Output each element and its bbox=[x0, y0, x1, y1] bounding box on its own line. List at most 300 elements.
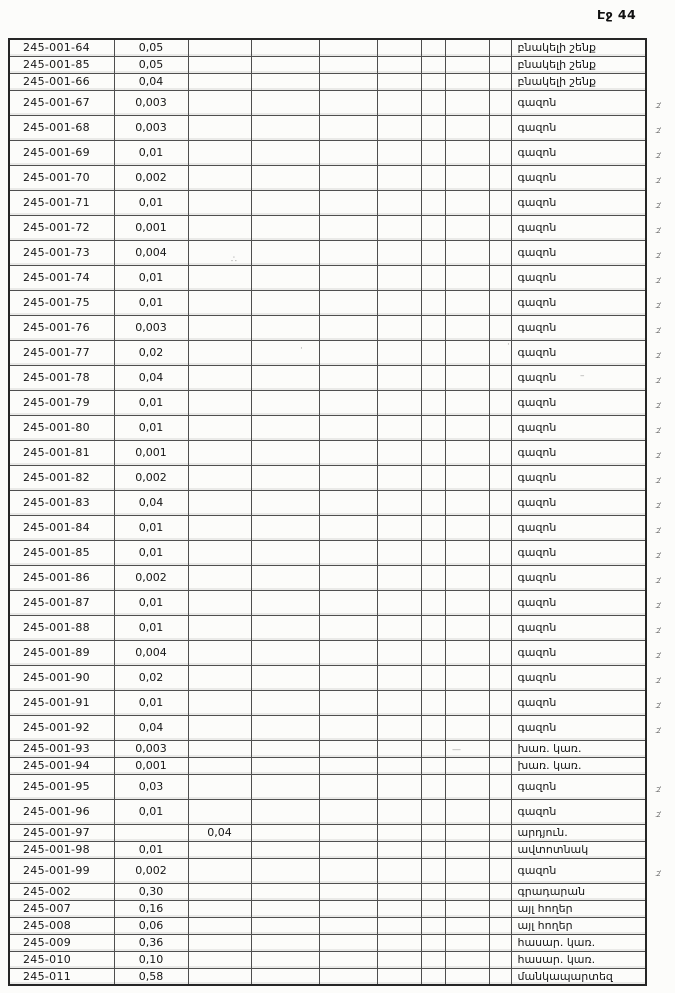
cell-area-value: 0,003 bbox=[114, 90, 188, 115]
scan-speck: · bbox=[507, 340, 510, 350]
cell-empty bbox=[319, 340, 377, 365]
table-row bbox=[9, 740, 646, 757]
table-row bbox=[9, 56, 646, 73]
cell-parcel-code: 245-001-67 bbox=[9, 90, 114, 115]
cell-empty bbox=[377, 39, 421, 56]
cell-empty bbox=[489, 515, 511, 540]
cell-empty bbox=[421, 415, 445, 440]
cell-area-value-2 bbox=[188, 90, 251, 115]
cell-empty bbox=[421, 757, 445, 774]
cell-empty bbox=[319, 858, 377, 883]
cell-area-value-2 bbox=[188, 56, 251, 73]
cell-empty bbox=[489, 934, 511, 951]
margin-cutoff-mark: .2ʹ bbox=[655, 226, 661, 235]
cell-area-value-2 bbox=[188, 715, 251, 740]
cell-area-value: 0,01 bbox=[114, 415, 188, 440]
table-row bbox=[9, 665, 646, 690]
cell-land-use: գազոն bbox=[511, 340, 646, 365]
cell-empty bbox=[377, 56, 421, 73]
cell-empty bbox=[489, 615, 511, 640]
cell-empty bbox=[421, 590, 445, 615]
table-row bbox=[9, 841, 646, 858]
cell-area-value-2 bbox=[188, 934, 251, 951]
cell-area-value-2 bbox=[188, 640, 251, 665]
cell-area-value: 0,002 bbox=[114, 858, 188, 883]
cell-empty bbox=[421, 900, 445, 917]
cell-empty bbox=[319, 665, 377, 690]
cell-empty bbox=[489, 858, 511, 883]
cell-empty bbox=[251, 465, 319, 490]
cell-empty bbox=[445, 841, 489, 858]
cell-empty bbox=[421, 824, 445, 841]
cell-empty bbox=[319, 290, 377, 315]
cell-empty bbox=[445, 900, 489, 917]
cell-area-value-2 bbox=[188, 39, 251, 56]
cell-empty bbox=[377, 799, 421, 824]
cell-empty bbox=[377, 340, 421, 365]
cell-empty bbox=[319, 115, 377, 140]
cell-empty bbox=[489, 968, 511, 985]
cell-empty bbox=[377, 665, 421, 690]
cell-empty bbox=[377, 841, 421, 858]
cell-empty bbox=[489, 740, 511, 757]
cell-empty bbox=[319, 73, 377, 90]
cell-area-value: 0,02 bbox=[114, 665, 188, 690]
cell-empty bbox=[421, 440, 445, 465]
cell-empty bbox=[319, 590, 377, 615]
cell-empty bbox=[445, 757, 489, 774]
cell-area-value-2 bbox=[188, 515, 251, 540]
cell-parcel-code: 245-001-81 bbox=[9, 440, 114, 465]
cell-area-value-2 bbox=[188, 365, 251, 390]
cell-area-value: 0,01 bbox=[114, 190, 188, 215]
scan-speck: — bbox=[452, 745, 461, 755]
cell-area-value: 0,58 bbox=[114, 968, 188, 985]
cell-empty bbox=[377, 757, 421, 774]
cell-empty bbox=[445, 215, 489, 240]
cell-empty bbox=[489, 465, 511, 490]
table-row bbox=[9, 365, 646, 390]
cell-empty bbox=[421, 215, 445, 240]
cell-empty bbox=[319, 900, 377, 917]
cell-land-use: գազոն bbox=[511, 290, 646, 315]
table-row bbox=[9, 799, 646, 824]
cell-area-value-2 bbox=[188, 565, 251, 590]
cell-empty bbox=[251, 190, 319, 215]
cell-land-use: գազոն bbox=[511, 440, 646, 465]
cell-land-use: գազոն bbox=[511, 540, 646, 565]
cell-land-use: գազոն bbox=[511, 315, 646, 340]
cell-area-value-2 bbox=[188, 917, 251, 934]
cell-land-use: արդյուն. bbox=[511, 824, 646, 841]
cell-empty bbox=[377, 774, 421, 799]
table-row bbox=[9, 440, 646, 465]
cell-empty bbox=[445, 165, 489, 190]
cell-empty bbox=[377, 515, 421, 540]
cell-empty bbox=[319, 515, 377, 540]
cell-land-use: գազոն bbox=[511, 90, 646, 115]
margin-cutoff-mark: .2ʹ bbox=[655, 301, 661, 310]
table-body bbox=[9, 39, 646, 985]
cell-empty bbox=[489, 757, 511, 774]
cell-empty bbox=[489, 900, 511, 917]
cell-area-value: 0,001 bbox=[114, 215, 188, 240]
cell-land-use: գազոն bbox=[511, 715, 646, 740]
margin-cutoff-mark: .2ʹ bbox=[655, 126, 661, 135]
cell-area-value: 0,002 bbox=[114, 565, 188, 590]
cell-land-use: բնակելի շենք bbox=[511, 56, 646, 73]
cell-empty bbox=[319, 799, 377, 824]
margin-cutoff-mark: .2ʹ bbox=[655, 551, 661, 560]
cell-area-value: 0,10 bbox=[114, 951, 188, 968]
cell-empty bbox=[251, 951, 319, 968]
cell-empty bbox=[445, 90, 489, 115]
cell-empty bbox=[421, 565, 445, 590]
table-row bbox=[9, 265, 646, 290]
cell-empty bbox=[489, 415, 511, 440]
table-row bbox=[9, 390, 646, 415]
cell-area-value: 0,004 bbox=[114, 240, 188, 265]
cell-empty bbox=[251, 390, 319, 415]
cell-area-value-2 bbox=[188, 115, 251, 140]
cell-land-use: խառ. կառ. bbox=[511, 757, 646, 774]
table-row bbox=[9, 615, 646, 640]
cell-empty bbox=[445, 39, 489, 56]
cell-empty bbox=[319, 465, 377, 490]
cell-area-value: 0,004 bbox=[114, 640, 188, 665]
cell-empty bbox=[489, 73, 511, 90]
cell-parcel-code: 245-001-85 bbox=[9, 540, 114, 565]
cell-empty bbox=[251, 565, 319, 590]
cell-empty bbox=[445, 190, 489, 215]
cell-area-value-2 bbox=[188, 465, 251, 490]
cell-empty bbox=[377, 390, 421, 415]
cell-empty bbox=[251, 165, 319, 190]
cell-area-value-2 bbox=[188, 841, 251, 858]
cell-empty bbox=[445, 640, 489, 665]
cell-parcel-code: 245-001-76 bbox=[9, 315, 114, 340]
margin-cutoff-mark: .2ʹ bbox=[655, 869, 661, 878]
cell-empty bbox=[251, 740, 319, 757]
cell-empty bbox=[421, 883, 445, 900]
table-row bbox=[9, 900, 646, 917]
cell-empty bbox=[319, 440, 377, 465]
cell-empty bbox=[421, 165, 445, 190]
cell-empty bbox=[319, 365, 377, 390]
cell-area-value-2: 0,04 bbox=[188, 824, 251, 841]
cell-parcel-code: 245-001-92 bbox=[9, 715, 114, 740]
cell-area-value-2 bbox=[188, 490, 251, 515]
cell-land-use: գազոն bbox=[511, 515, 646, 540]
cell-land-use: ավտոտնակ bbox=[511, 841, 646, 858]
cell-empty bbox=[319, 490, 377, 515]
cell-empty bbox=[251, 540, 319, 565]
cell-empty bbox=[445, 774, 489, 799]
cell-area-value: 0,01 bbox=[114, 615, 188, 640]
cell-area-value: 0,01 bbox=[114, 290, 188, 315]
cell-empty bbox=[421, 240, 445, 265]
cell-empty bbox=[319, 968, 377, 985]
cell-parcel-code: 245-001-80 bbox=[9, 415, 114, 440]
cell-empty bbox=[489, 365, 511, 390]
cell-empty bbox=[445, 565, 489, 590]
cell-empty bbox=[489, 39, 511, 56]
cell-empty bbox=[445, 917, 489, 934]
cell-empty bbox=[445, 690, 489, 715]
page-number: Էջ 44 bbox=[597, 7, 637, 22]
cell-area-value-2 bbox=[188, 315, 251, 340]
cell-empty bbox=[445, 315, 489, 340]
cell-empty bbox=[489, 440, 511, 465]
cell-area-value: 0,05 bbox=[114, 39, 188, 56]
margin-cutoff-mark: .2ʹ bbox=[655, 785, 661, 794]
cell-empty bbox=[251, 365, 319, 390]
cell-empty bbox=[489, 115, 511, 140]
table-row bbox=[9, 774, 646, 799]
cell-empty bbox=[319, 565, 377, 590]
cell-empty bbox=[377, 215, 421, 240]
cell-empty bbox=[489, 390, 511, 415]
cell-area-value: 0,04 bbox=[114, 490, 188, 515]
cell-empty bbox=[319, 690, 377, 715]
cell-empty bbox=[251, 917, 319, 934]
cell-parcel-code: 245-001-82 bbox=[9, 465, 114, 490]
table-row bbox=[9, 90, 646, 115]
cell-land-use: գազոն bbox=[511, 490, 646, 515]
cell-empty bbox=[377, 740, 421, 757]
cell-parcel-code: 245-001-86 bbox=[9, 565, 114, 590]
cell-empty bbox=[251, 56, 319, 73]
cell-empty bbox=[377, 115, 421, 140]
cell-empty bbox=[319, 90, 377, 115]
cell-empty bbox=[377, 565, 421, 590]
cell-empty bbox=[421, 265, 445, 290]
table-row bbox=[9, 824, 646, 841]
cell-land-use: գազոն bbox=[511, 390, 646, 415]
cell-empty bbox=[251, 665, 319, 690]
cell-empty bbox=[421, 690, 445, 715]
cell-area-value: 0,01 bbox=[114, 799, 188, 824]
cell-empty bbox=[421, 665, 445, 690]
cell-empty bbox=[445, 290, 489, 315]
cell-empty bbox=[319, 757, 377, 774]
table-row bbox=[9, 490, 646, 515]
table-row bbox=[9, 858, 646, 883]
cell-parcel-code: 245-001-99 bbox=[9, 858, 114, 883]
margin-cutoff-mark: .2ʹ bbox=[655, 201, 661, 210]
cell-area-value-2 bbox=[188, 540, 251, 565]
cell-empty bbox=[251, 415, 319, 440]
cell-empty bbox=[251, 215, 319, 240]
margin-cutoff-mark: .2ʹ bbox=[655, 376, 661, 385]
cell-empty bbox=[377, 540, 421, 565]
cell-area-value: 0,001 bbox=[114, 757, 188, 774]
cell-empty bbox=[319, 824, 377, 841]
cell-empty bbox=[319, 774, 377, 799]
cell-empty bbox=[489, 824, 511, 841]
cell-area-value-2 bbox=[188, 165, 251, 190]
table-row bbox=[9, 290, 646, 315]
cell-area-value-2 bbox=[188, 883, 251, 900]
cell-area-value bbox=[114, 824, 188, 841]
margin-cutoff-mark: .2ʹ bbox=[655, 651, 661, 660]
cell-area-value: 0,01 bbox=[114, 540, 188, 565]
margin-cutoff-mark: .2ʹ bbox=[655, 151, 661, 160]
table-row bbox=[9, 715, 646, 740]
table-row bbox=[9, 165, 646, 190]
cell-empty bbox=[421, 190, 445, 215]
cell-empty bbox=[445, 615, 489, 640]
cell-parcel-code: 245-002 bbox=[9, 883, 114, 900]
cell-empty bbox=[445, 968, 489, 985]
cell-parcel-code: 245-001-89 bbox=[9, 640, 114, 665]
cell-empty bbox=[251, 774, 319, 799]
table-row bbox=[9, 115, 646, 140]
cell-area-value: 0,04 bbox=[114, 715, 188, 740]
cell-empty bbox=[421, 740, 445, 757]
cell-empty bbox=[445, 265, 489, 290]
cell-parcel-code: 245-001-66 bbox=[9, 73, 114, 90]
cell-empty bbox=[421, 365, 445, 390]
cell-empty bbox=[445, 490, 489, 515]
cadastre-table bbox=[8, 38, 647, 986]
cell-empty bbox=[319, 951, 377, 968]
cell-land-use: գազոն bbox=[511, 365, 646, 390]
cell-land-use: այլ հողեր bbox=[511, 917, 646, 934]
cell-area-value: 0,003 bbox=[114, 740, 188, 757]
cell-empty bbox=[489, 690, 511, 715]
cell-empty bbox=[251, 968, 319, 985]
cell-land-use: գազոն bbox=[511, 690, 646, 715]
cell-parcel-code: 245-001-73 bbox=[9, 240, 114, 265]
cell-empty bbox=[489, 315, 511, 340]
cell-empty bbox=[489, 715, 511, 740]
cell-area-value: 0,04 bbox=[114, 73, 188, 90]
cell-land-use: բնակելի շենք bbox=[511, 39, 646, 56]
cell-empty bbox=[489, 665, 511, 690]
cell-land-use: այլ հողեր bbox=[511, 900, 646, 917]
cell-land-use: գազոն bbox=[511, 665, 646, 690]
cell-empty bbox=[489, 774, 511, 799]
margin-cutoff-mark: .2ʹ bbox=[655, 701, 661, 710]
cell-parcel-code: 245-001-72 bbox=[9, 215, 114, 240]
cell-area-value: 0,01 bbox=[114, 515, 188, 540]
cell-parcel-code: 245-001-94 bbox=[9, 757, 114, 774]
margin-cutoff-mark: .2ʹ bbox=[655, 426, 661, 435]
cell-area-value-2 bbox=[188, 73, 251, 90]
cell-empty bbox=[251, 240, 319, 265]
cell-area-value: 0,002 bbox=[114, 465, 188, 490]
cell-area-value-2 bbox=[188, 690, 251, 715]
cell-empty bbox=[377, 440, 421, 465]
cell-empty bbox=[377, 240, 421, 265]
cell-land-use: հասար. կառ. bbox=[511, 951, 646, 968]
cell-area-value-2 bbox=[188, 440, 251, 465]
cell-area-value: 0,30 bbox=[114, 883, 188, 900]
cell-parcel-code: 245-001-90 bbox=[9, 665, 114, 690]
cell-empty bbox=[421, 515, 445, 540]
cell-area-value-2 bbox=[188, 615, 251, 640]
cell-parcel-code: 245-001-87 bbox=[9, 590, 114, 615]
cell-area-value: 0,02 bbox=[114, 340, 188, 365]
cell-empty bbox=[445, 590, 489, 615]
cell-empty bbox=[377, 190, 421, 215]
cell-empty bbox=[421, 715, 445, 740]
cell-area-value-2 bbox=[188, 858, 251, 883]
cell-parcel-code: 245-001-78 bbox=[9, 365, 114, 390]
cell-empty bbox=[421, 774, 445, 799]
cell-area-value-2 bbox=[188, 140, 251, 165]
margin-cutoff-mark: .2ʹ bbox=[655, 626, 661, 635]
cell-empty bbox=[319, 883, 377, 900]
cell-land-use: գազոն bbox=[511, 265, 646, 290]
cell-empty bbox=[251, 799, 319, 824]
cell-empty bbox=[445, 824, 489, 841]
cell-empty bbox=[421, 540, 445, 565]
cell-empty bbox=[445, 115, 489, 140]
table-row bbox=[9, 140, 646, 165]
margin-cutoff-mark: .2ʹ bbox=[655, 451, 661, 460]
table-row bbox=[9, 757, 646, 774]
cell-area-value-2 bbox=[188, 190, 251, 215]
cell-parcel-code: 245-001-97 bbox=[9, 824, 114, 841]
cell-empty bbox=[251, 640, 319, 665]
cell-land-use: գազոն bbox=[511, 640, 646, 665]
cell-empty bbox=[251, 490, 319, 515]
cell-land-use: գազոն bbox=[511, 165, 646, 190]
cell-empty bbox=[377, 265, 421, 290]
cell-empty bbox=[319, 640, 377, 665]
table-row bbox=[9, 315, 646, 340]
cell-land-use: գազոն bbox=[511, 858, 646, 883]
cell-area-value-2 bbox=[188, 951, 251, 968]
cell-area-value-2 bbox=[188, 390, 251, 415]
cell-area-value: 0,01 bbox=[114, 841, 188, 858]
cell-empty bbox=[489, 165, 511, 190]
cell-empty bbox=[421, 858, 445, 883]
cell-parcel-code: 245-007 bbox=[9, 900, 114, 917]
cell-empty bbox=[251, 715, 319, 740]
cell-land-use: գազոն bbox=[511, 240, 646, 265]
table-row bbox=[9, 415, 646, 440]
cell-empty bbox=[421, 640, 445, 665]
cell-empty bbox=[319, 56, 377, 73]
cell-area-value-2 bbox=[188, 900, 251, 917]
scan-speck: – bbox=[580, 371, 585, 381]
margin-cutoff-mark: .2ʹ bbox=[655, 501, 661, 510]
margin-cutoff-mark: .2ʹ bbox=[655, 810, 661, 819]
cell-empty bbox=[489, 917, 511, 934]
cell-empty bbox=[377, 968, 421, 985]
cell-empty bbox=[421, 465, 445, 490]
cell-empty bbox=[319, 715, 377, 740]
cell-land-use: հասար. կառ. bbox=[511, 934, 646, 951]
cell-empty bbox=[445, 665, 489, 690]
cell-empty bbox=[445, 858, 489, 883]
cell-empty bbox=[319, 39, 377, 56]
cell-parcel-code: 245-001-77 bbox=[9, 340, 114, 365]
cell-area-value: 0,06 bbox=[114, 917, 188, 934]
margin-cutoff-mark: .2ʹ bbox=[655, 251, 661, 260]
cell-empty bbox=[445, 465, 489, 490]
cell-empty bbox=[251, 883, 319, 900]
cell-area-value: 0,01 bbox=[114, 590, 188, 615]
cell-empty bbox=[489, 883, 511, 900]
margin-cutoff-mark: .2ʹ bbox=[655, 726, 661, 735]
cell-empty bbox=[251, 615, 319, 640]
table-row bbox=[9, 640, 646, 665]
cell-empty bbox=[377, 615, 421, 640]
